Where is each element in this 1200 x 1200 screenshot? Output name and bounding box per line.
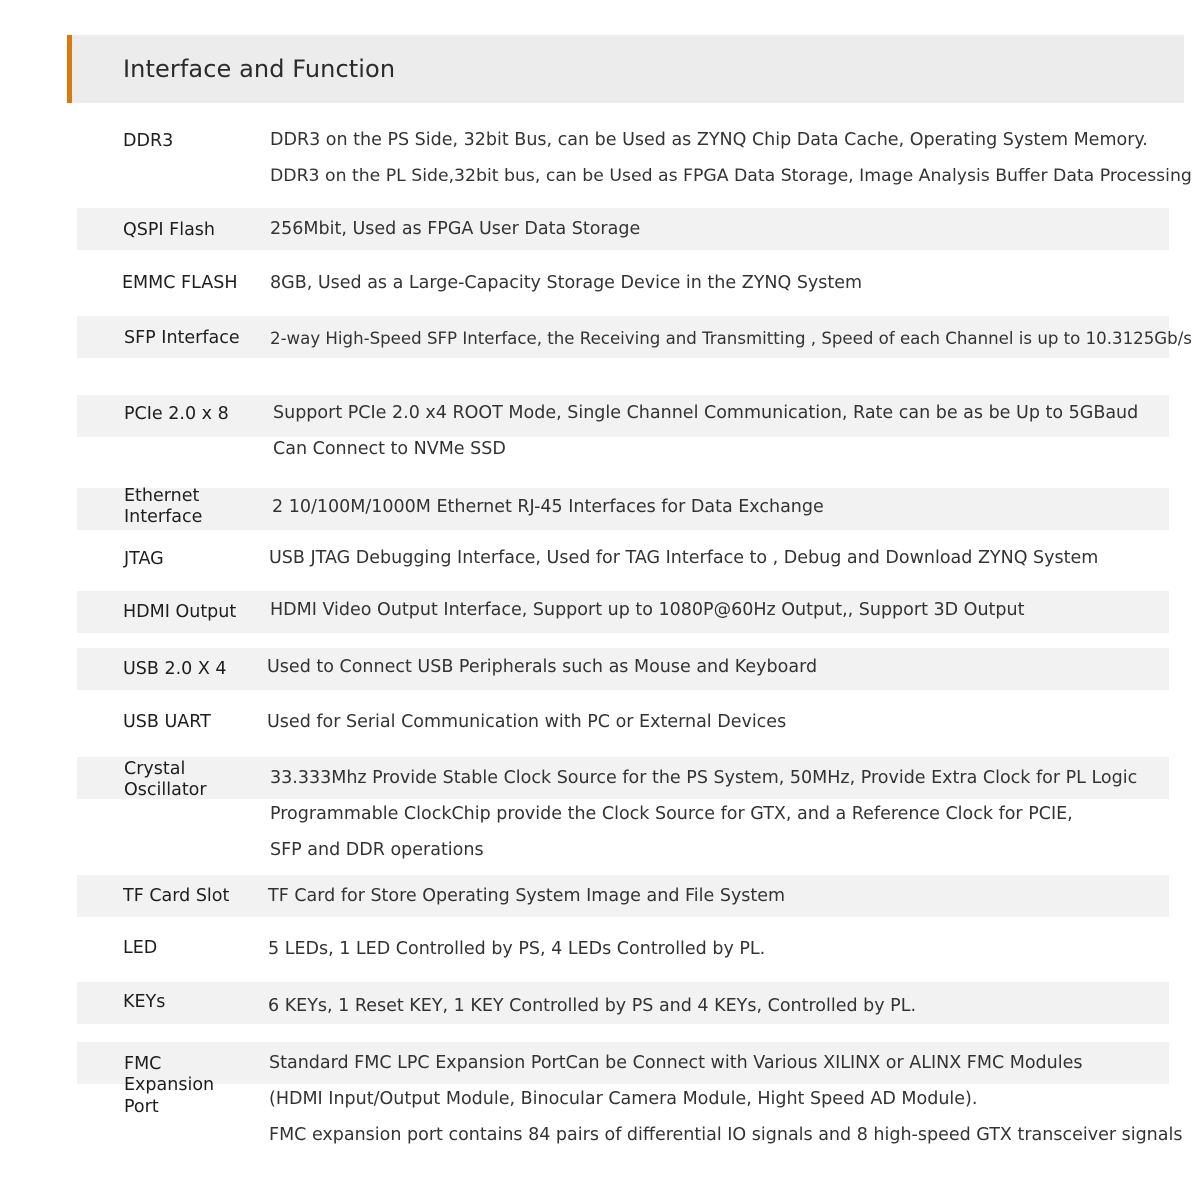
- row-desc-line: 33.333Mhz Provide Stable Clock Source for the PS System, 50MHz, Provide Extra Clock for PL Logic: [270, 768, 1138, 788]
- row-desc-line: (HDMI Input/Output Module, Binocular Camera Module, Hight Speed AD Module).: [269, 1089, 978, 1109]
- row-desc-line: Used to Connect USB Peripherals such as Mouse and Keyboard: [267, 657, 818, 677]
- row-label-usb-uart: USB UART: [123, 712, 211, 732]
- row-desc-line: DDR3 on the PL Side,32bit bus, can be Used as FPGA Data Storage, Image Analysis Buffer Data Processing: [270, 166, 1192, 186]
- row-desc-line: 256Mbit, Used as FPGA User Data Storage: [270, 219, 641, 239]
- row-label-ethernet: Interface: [124, 507, 203, 527]
- row-desc-line: Programmable ClockChip provide the Clock Source for GTX, and a Reference Clock for PCIE,: [270, 804, 1073, 824]
- row-label-hdmi-output: HDMI Output: [123, 602, 237, 622]
- row-desc-line: USB JTAG Debugging Interface, Used for TAG Interface to , Debug and Download ZYNQ System: [269, 548, 1099, 568]
- row-label-tf-card-slot: TF Card Slot: [123, 886, 230, 906]
- row-label-qspi-flash: QSPI Flash: [123, 220, 216, 240]
- row-desc-line: Support PCIe 2.0 x4 ROOT Mode, Single Channel Communication, Rate can be as be Up to 5GBaud: [273, 403, 1139, 423]
- section-title: Interface and Function: [123, 55, 396, 83]
- section-header: [67, 35, 1184, 103]
- row-label-fmc: Port: [124, 1097, 159, 1117]
- row-label-keys: KEYs: [123, 992, 166, 1012]
- row-label-crystal-oscillator: Crystal: [124, 759, 186, 779]
- row-desc-line: HDMI Video Output Interface, Support up to 1080P@60Hz Output,, Support 3D Output: [270, 600, 1025, 620]
- row-label-crystal-oscillator: Oscillator: [124, 780, 207, 800]
- row-desc-line: Standard FMC LPC Expansion PortCan be Connect with Various XILINX or ALINX FMC Modules: [269, 1053, 1083, 1073]
- row-desc-line: 2-way High-Speed SFP Interface, the Receiving and Transmitting , Speed of each Channel is up to 10.3125Gb/s: [270, 329, 1192, 348]
- header-accent-bar: [67, 35, 72, 103]
- row-desc-line: FMC expansion port contains 84 pairs of differential IO signals and 8 high-speed GTX transceiver signals: [269, 1125, 1183, 1145]
- row-label-jtag: JTAG: [124, 549, 164, 569]
- row-label-led: LED: [123, 938, 158, 958]
- row-desc-line: 8GB, Used as a Large-Capacity Storage Device in the ZYNQ System: [270, 273, 863, 293]
- row-desc-line: 5 LEDs, 1 LED Controlled by PS, 4 LEDs Controlled by PL.: [268, 939, 766, 959]
- row-label-ddr3: DDR3: [123, 131, 174, 151]
- row-label-fmc: Expansion: [124, 1075, 215, 1095]
- row-desc-line: TF Card for Store Operating System Image and File System: [268, 886, 786, 906]
- row-desc-line: 6 KEYs, 1 Reset KEY, 1 KEY Controlled by PS and 4 KEYs, Controlled by PL.: [268, 996, 917, 1016]
- row-label-ethernet: Ethernet: [124, 486, 200, 506]
- row-label-emmc-flash: EMMC FLASH: [122, 273, 238, 293]
- row-label-usb-2: USB 2.0 X 4: [123, 659, 227, 679]
- row-label-fmc: FMC: [124, 1054, 162, 1074]
- row-label-pcie: PCIe 2.0 x 8: [124, 404, 229, 424]
- row-desc-line: SFP and DDR operations: [270, 840, 484, 860]
- row-desc-line: 2 10/100M/1000M Ethernet RJ-45 Interfaces for Data Exchange: [272, 497, 824, 517]
- row-label-sfp-interface: SFP Interface: [124, 328, 240, 348]
- row-desc-line: Used for Serial Communication with PC or External Devices: [267, 712, 787, 732]
- row-desc-line: DDR3 on the PS Side, 32bit Bus, can be Used as ZYNQ Chip Data Cache, Operating System Memory.: [270, 130, 1148, 150]
- row-desc-line: Can Connect to NVMe SSD: [273, 439, 506, 459]
